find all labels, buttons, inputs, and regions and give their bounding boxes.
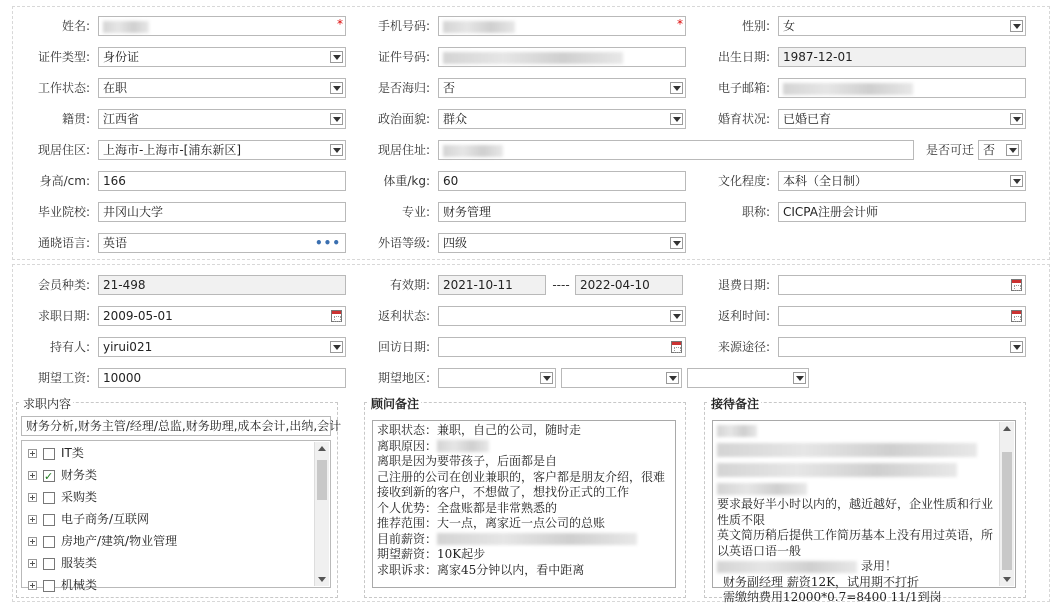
address-field[interactable] (438, 140, 914, 160)
chevron-down-icon[interactable] (330, 82, 343, 94)
job-category-item[interactable] (28, 553, 97, 573)
member-type-field[interactable]: 21-498 (98, 275, 346, 295)
native-place-select[interactable] (98, 109, 346, 129)
category-checkbox[interactable] (43, 514, 55, 526)
marital-value: 已婚已育 (783, 112, 832, 126)
weight-field[interactable]: 60 (438, 171, 686, 191)
note-text: 录用！ (861, 559, 898, 573)
idno-label: 证件号码: (377, 50, 430, 64)
redacted-text (437, 440, 489, 452)
category-label: 房地产/建筑/物业管理 (61, 534, 178, 548)
redacted-text (437, 533, 637, 545)
language-level-value: 四级 (443, 236, 468, 250)
scroll-up-icon[interactable] (318, 446, 326, 451)
note-line: 个人优势：全盘账都是非常熟悉的 (377, 500, 558, 515)
chevron-down-icon[interactable] (330, 113, 343, 125)
chevron-down-icon[interactable] (1010, 113, 1023, 125)
reception-notes-lines (717, 497, 997, 606)
name-field[interactable] (98, 16, 346, 36)
holder-value: yirui021 (103, 340, 153, 354)
category-label: 财务类 (61, 468, 98, 482)
job-category-tree (21, 440, 331, 592)
major-field[interactable]: 财务管理 (438, 202, 686, 222)
language-value: 英语 (103, 236, 128, 250)
language-field[interactable] (98, 233, 346, 253)
education-label: 文化程度: (717, 174, 770, 188)
rebate-time-label: 返利时间: (717, 309, 770, 323)
note-line: 需缴纳费用12000*0.7=8400 11/1到岗 (723, 590, 942, 604)
reception-notes-title: 接待备注 (711, 397, 760, 411)
job-content-title: 求职内容 (23, 397, 72, 411)
category-checkbox[interactable] (43, 558, 55, 570)
email-label: 电子邮箱: (717, 81, 770, 95)
category-label: 采购类 (61, 490, 98, 504)
category-checkbox[interactable] (43, 536, 55, 548)
relocate-label: 是否可迁 (925, 143, 974, 157)
native-place-value: 江西省 (103, 112, 140, 126)
salary-field[interactable]: 10000 (98, 368, 346, 388)
native-place-label: 籍贯: (61, 112, 90, 126)
expand-icon[interactable] (28, 449, 37, 458)
idtype-value: 身份证 (103, 50, 140, 64)
idtype-select[interactable] (98, 47, 346, 67)
scroll-down-icon[interactable] (318, 577, 326, 582)
language-level-label: 外语等级: (377, 236, 430, 250)
work-status-label: 工作状态: (37, 81, 90, 95)
language-label: 通晓语言: (37, 236, 90, 250)
category-label: 机械类 (61, 578, 98, 592)
expand-icon[interactable] (28, 537, 37, 546)
more-icon[interactable]: ••• (314, 236, 341, 250)
relocate-value: 否 (983, 143, 996, 157)
school-field[interactable]: 井冈山大学 (98, 202, 346, 222)
category-checkbox[interactable] (43, 448, 55, 460)
expand-icon[interactable] (28, 581, 37, 590)
gender-label: 性别: (741, 19, 770, 33)
holder-label: 持有人: (49, 340, 90, 354)
note-line: 离职原因： (377, 438, 438, 453)
refund-date-label: 退费日期: (717, 278, 770, 292)
job-content-summary[interactable]: 财务分析,财务主管/经理/总监,财务助理,成本会计,出纳,会计 (21, 416, 331, 436)
category-checkbox[interactable] (43, 470, 55, 482)
rebate-status-label: 返利状态: (377, 309, 430, 323)
job-category-item[interactable] (28, 465, 97, 485)
source-select[interactable] (778, 337, 1026, 357)
required-mark: * (337, 17, 343, 31)
valid-separator: ---- (552, 278, 570, 292)
height-field[interactable]: 166 (98, 171, 346, 191)
reception-notes-textarea[interactable] (712, 420, 1016, 604)
note-line: 性质不限 (717, 512, 766, 527)
chevron-down-icon[interactable] (1010, 341, 1023, 353)
expected-area-label: 期望地区: (377, 371, 430, 385)
redacted-text (717, 561, 857, 573)
gender-value: 女 (783, 19, 796, 33)
chevron-down-icon[interactable] (670, 310, 683, 322)
reception-scrollbar[interactable] (999, 422, 1014, 586)
revisit-date-field[interactable] (438, 337, 686, 357)
redacted-block (717, 425, 997, 495)
chevron-down-icon[interactable] (330, 341, 343, 353)
name-label: 姓名: (61, 19, 90, 33)
chevron-down-icon[interactable] (1010, 20, 1023, 32)
chevron-down-icon[interactable] (670, 82, 683, 94)
area-district-select[interactable] (687, 368, 809, 388)
weight-label: 体重/kg: (383, 174, 430, 188)
member-type-label: 会员种类: (37, 278, 90, 292)
calendar-icon[interactable] (671, 341, 682, 353)
birth-field[interactable]: 1987-12-01 (778, 47, 1026, 67)
valid-period-label: 有效期: (389, 278, 430, 292)
expand-icon[interactable] (28, 515, 37, 524)
height-label: 身高/cm: (39, 174, 90, 188)
chevron-down-icon[interactable] (670, 113, 683, 125)
job-category-item[interactable] (28, 487, 97, 507)
area-city-select[interactable] (561, 368, 682, 388)
note-line: 目前薪资： (377, 532, 671, 548)
chevron-down-icon[interactable] (1010, 175, 1023, 187)
email-field[interactable] (778, 78, 1026, 98)
phone-label: 手机号码: (377, 19, 430, 33)
tree-scrollbar[interactable] (314, 442, 329, 586)
valid-from-field[interactable]: 2021-10-11 (438, 275, 546, 295)
overseas-select[interactable] (438, 78, 686, 98)
marital-label: 婚育状况: (717, 112, 770, 126)
phone-field[interactable] (438, 16, 686, 36)
scroll-down-icon[interactable] (1003, 577, 1011, 582)
seek-date-value: 2009-05-01 (103, 309, 173, 323)
political-value: 群众 (443, 112, 468, 126)
refund-date-field[interactable] (778, 275, 1026, 295)
job-category-item[interactable] (28, 531, 177, 551)
note-line: 以英语口语一般 (717, 543, 802, 558)
chevron-down-icon[interactable] (666, 372, 679, 384)
note-line: 求职诉求：离家45分钟以内，看中距离 (377, 562, 585, 577)
expand-icon[interactable] (28, 559, 37, 568)
region-select[interactable] (98, 140, 346, 160)
idtype-label: 证件类型: (37, 50, 90, 64)
rebate-time-field[interactable] (778, 306, 1026, 326)
category-checkbox[interactable] (43, 492, 55, 504)
political-label: 政治面貌: (377, 112, 430, 126)
expand-icon[interactable] (28, 471, 37, 480)
advisor-notes-textarea[interactable] (372, 420, 676, 588)
revisit-date-label: 回访日期: (377, 340, 430, 354)
work-status-select[interactable] (98, 78, 346, 98)
chevron-down-icon[interactable] (1006, 144, 1019, 156)
address-label: 现居住址: (377, 143, 430, 157)
job-title-label: 职称: (741, 205, 770, 219)
region-label: 现居住区: (37, 143, 90, 157)
chevron-down-icon[interactable] (330, 144, 343, 156)
note-line (717, 559, 997, 575)
chevron-down-icon[interactable] (670, 237, 683, 249)
note-line: 推荐范围：大一点，离家近一点公司的总账 (377, 516, 606, 530)
area-province-select[interactable] (438, 368, 556, 388)
political-select[interactable] (438, 109, 686, 129)
language-level-select[interactable] (438, 233, 686, 253)
category-label: 电子商务/互联网 (61, 512, 150, 526)
expand-icon[interactable] (28, 493, 37, 502)
marital-select[interactable] (778, 109, 1026, 129)
education-value: 本科（全日制） (783, 174, 868, 188)
chevron-down-icon[interactable] (330, 51, 343, 63)
valid-to-field[interactable]: 2022-04-10 (575, 275, 683, 295)
calendar-icon[interactable] (331, 310, 342, 322)
category-label: IT类 (61, 446, 84, 460)
note-line: 接收到新的客户，不想做了，想找份正式的工作 (377, 485, 630, 499)
advisor-notes-title: 顾问备注 (371, 397, 420, 411)
note-line: 期望薪资：10K起步 (377, 547, 486, 561)
category-checkbox[interactable] (43, 580, 55, 592)
scroll-thumb[interactable] (1002, 452, 1012, 570)
note-line: 财务副经理 薪资12K，试用期不打折 (723, 574, 920, 589)
holder-select[interactable] (98, 337, 346, 357)
note-line: 英文简历稍后提供工作简历基本上没有用过英语，所 (717, 528, 994, 542)
scroll-up-icon[interactable] (1003, 426, 1011, 431)
relocate-select[interactable] (978, 140, 1022, 160)
seek-date-label: 求职日期: (37, 309, 90, 323)
scroll-thumb[interactable] (317, 460, 327, 500)
chevron-down-icon[interactable] (540, 372, 553, 384)
salary-label: 期望工资: (37, 371, 90, 385)
category-label: 服装类 (61, 556, 98, 570)
overseas-label: 是否海归: (377, 81, 430, 95)
source-label: 来源途径: (717, 340, 770, 354)
chevron-down-icon[interactable] (793, 372, 806, 384)
job-category-item[interactable] (28, 575, 97, 595)
note-line: 求职状态：兼职，自己的公司，随时走 (377, 423, 582, 437)
calendar-icon[interactable] (1011, 310, 1022, 322)
overseas-value: 否 (443, 81, 456, 95)
seek-date-field[interactable] (98, 306, 346, 326)
education-select[interactable] (778, 171, 1026, 191)
gender-select[interactable] (778, 16, 1026, 36)
idno-field[interactable] (438, 47, 686, 67)
calendar-icon[interactable] (1011, 279, 1022, 291)
major-label: 专业: (401, 205, 430, 219)
school-label: 毕业院校: (37, 205, 90, 219)
job-title-field[interactable]: CICPA注册会计师 (778, 202, 1026, 222)
note-line: 要求最好半小时以内的，越近越好，企业性质和行业 (717, 497, 994, 511)
note-line: 己注册的公司在创业兼职的，客户都是朋友介绍，很难 (377, 469, 666, 484)
advisor-notes-lines (377, 423, 671, 578)
job-category-item[interactable] (28, 443, 84, 463)
required-mark: * (677, 17, 683, 31)
job-category-item[interactable] (28, 509, 149, 529)
region-value: 上海市-上海市-[浦东新区] (103, 143, 242, 157)
work-status-value: 在职 (103, 81, 128, 95)
birth-label: 出生日期: (717, 50, 770, 64)
rebate-status-select[interactable] (438, 306, 686, 326)
note-line: 离职是因为要带孩子，后面都是自 (377, 454, 558, 468)
